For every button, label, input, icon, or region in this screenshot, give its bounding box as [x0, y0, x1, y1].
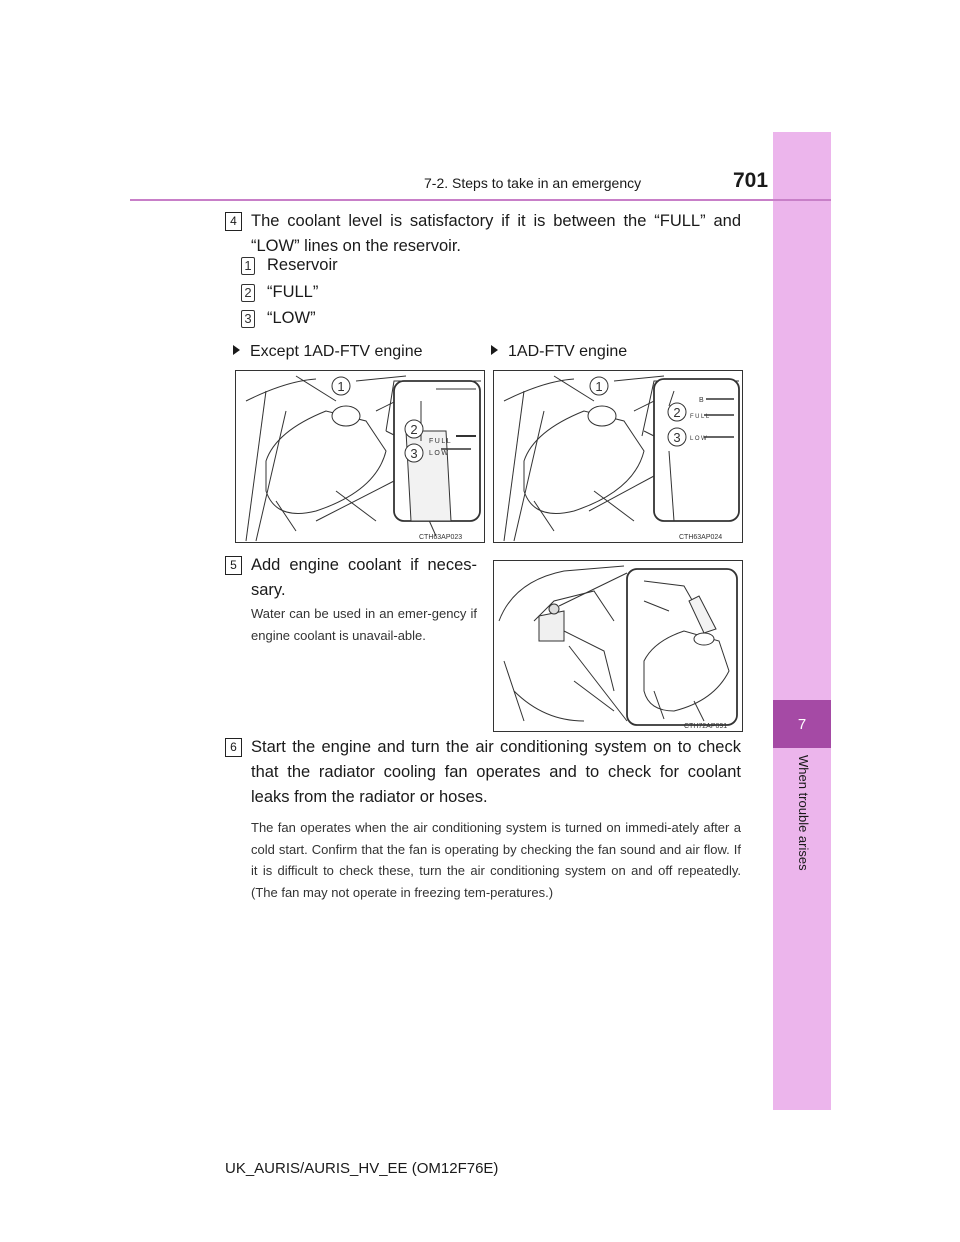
figure-caption: Except 1AD-FTV engine: [233, 343, 423, 361]
callout-1: 1: [337, 379, 345, 394]
figure-engine-reservoir-1ad: [493, 370, 743, 543]
figure-caption: 1AD-FTV engine: [491, 343, 627, 361]
item-label: Reservoir: [267, 256, 338, 274]
footer-doc-id: UK_AURIS/AURIS_HV_EE (OM12F76E): [225, 1160, 499, 1177]
add-coolant-illustration: [494, 561, 742, 731]
low-mark-label: LOW: [429, 450, 450, 457]
chapter-number: 7: [797, 716, 807, 733]
callout-2: 2: [673, 405, 681, 420]
step-number-badge: 4: [225, 212, 242, 231]
bullet-triangle-icon: [491, 345, 498, 355]
side-tab: [773, 132, 831, 747]
item-label: “LOW”: [267, 309, 316, 327]
item-number: 2: [244, 285, 252, 300]
chapter-title: When trouble arises: [796, 755, 811, 871]
item-label: “FULL”: [267, 283, 319, 301]
section-title: 7-2. Steps to take in an emergency: [424, 175, 642, 191]
step-text: Start the engine and turn the air conditioning system on to check that the radiator cooling fan operates and to check for coolant leaks from the radiator or hoses.: [251, 738, 741, 806]
bullet-triangle-icon: [233, 345, 240, 355]
full-mark-label: FULL: [690, 414, 711, 420]
item-number: 1: [244, 258, 252, 273]
figure-code: CTH63AP023: [419, 534, 463, 541]
callout-3: 3: [410, 446, 418, 461]
chapter-title-area: [772, 755, 832, 930]
callout-2: 2: [410, 422, 418, 437]
step-number-badge: 5: [225, 556, 242, 575]
item-number: 3: [244, 311, 252, 326]
figure-engine-reservoir: [235, 370, 485, 543]
step-number-badge: 6: [225, 738, 242, 757]
page-number: 701: [733, 169, 769, 192]
low-mark-label: LOW: [690, 436, 709, 442]
step-text: Add engine coolant if neces-sary.: [251, 556, 477, 599]
callout-1: 1: [595, 379, 603, 394]
figure-code: CTH63AP024: [679, 534, 723, 541]
callout-3: 3: [673, 430, 681, 445]
step-text: The coolant level is satisfactory if it is between the “FULL” and “LOW” lines on the reservoir.: [251, 212, 741, 255]
step-note: Water can be used in an emer-gency if engine coolant is unavail-able.: [251, 606, 477, 643]
header-rule: [130, 199, 831, 201]
reservoir-illustration: [494, 371, 742, 542]
full-mark-label: FULL: [429, 438, 453, 445]
figure-code: CTH72AP091: [684, 723, 728, 730]
step-note: The fan operates when the air conditioning system is turned on immedi-ately after a cold start. Confirm that the fan is operating by checking the fan sound and air flow. If it is difficult to check these, turn the air conditioning system on and off repeatedly. (The fan may not operate in freezing tem-peratures.): [251, 820, 741, 900]
b-mark-label: B: [699, 397, 704, 404]
reservoir-illustration: [236, 371, 484, 542]
figure-add-coolant: [493, 560, 743, 732]
